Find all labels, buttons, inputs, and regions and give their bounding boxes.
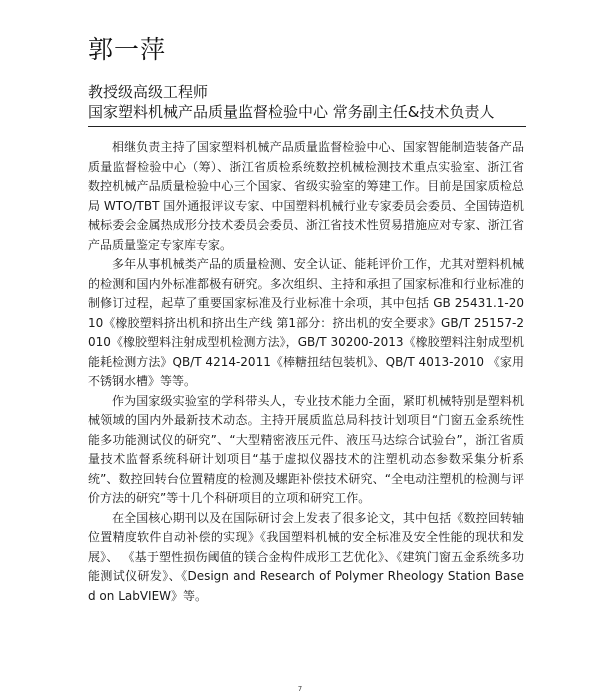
title-divider bbox=[88, 126, 526, 127]
paragraph-publications: 在全国核心期刊以及在国际研讨会上发表了很多论文，其中包括《数控回转轴位置精度软件自动补偿的实现》《我国塑料机械的安全标准及安全性能的现状和发展》、 《基于塑性损伤阈值的镁合金构件成形工艺优化》、《建筑门窗五金系统多功能测试仪研发》、《Design and Research of Polymer Rheology Station Based on LabVIEW》等。 bbox=[88, 510, 524, 603]
paragraph-labs: 相继负责主持了国家塑料机械产品质量监督检验中心、国家智能制造装备产品质量监督检验中心（筹）、浙江省质检系统数控机械检测技术重点实验室、浙江省数控机械产品质量检验中心三个国家、省级实验室的筹建工作。目前是国家质检总局 WTO/TBT 国外通报评议专家、中国塑料机械行业专家委员会委员、全国铸造机械标委会金属热成形分技术委员会委员、浙江省技术性贸易措施应对专家、浙江省产品质量鉴定专家库专家。 bbox=[88, 140, 524, 252]
job-title: 教授级高级工程师 bbox=[88, 83, 209, 101]
person-name: 郭一萍 bbox=[88, 35, 167, 64]
paragraph-research: 作为国家级实验室的学科带头人，专业技术能力全面，紧盯机械特别是塑料机械领域的国内外最新技术动态。主持开展质监总局科技计划项目“门窗五金系统性能多功能测试仪的研究”、“大型精密液压元件、液压马达综合试验台”，浙江省质量技术监督系统科研计划项目“基于虚拟仪器技术的注塑机动态参数采集分析系统”、数控回转台位置精度的检测及螺距补偿技术研究、“全电动注塑机的检测与评价方法的研究”等十几个科研项目的立项和研究工作。 bbox=[88, 393, 524, 505]
position-title: 国家塑料机械产品质量监督检验中心 常务副主任&技术负责人 bbox=[88, 103, 495, 121]
page-number: 7 bbox=[297, 685, 303, 693]
biography-body bbox=[88, 138, 524, 606]
paragraph-standards: 多年从事机械类产品的质量检测、安全认证、能耗评价工作，尤其对塑料机械的检测和国内外标准都极有研究。多次组织、主持和承担了国家标准和行业标准的制修订过程，起草了重要国家标准及行业标准十余项，其中包括 GB 25431.1-2010《橡胶塑料挤出机和挤出生产线 第1部分：挤出机的安全要求》GB/T 25157-2010《橡胶塑料注射成型机检测方法》，GB/T 30200-2013《橡胶塑料注射成型机能耗检测方法》QB/T 4214-2011《棒糖扭结包装机》、QB/T 4013-2010 《家用不锈钢水槽》等等。 bbox=[88, 257, 524, 388]
